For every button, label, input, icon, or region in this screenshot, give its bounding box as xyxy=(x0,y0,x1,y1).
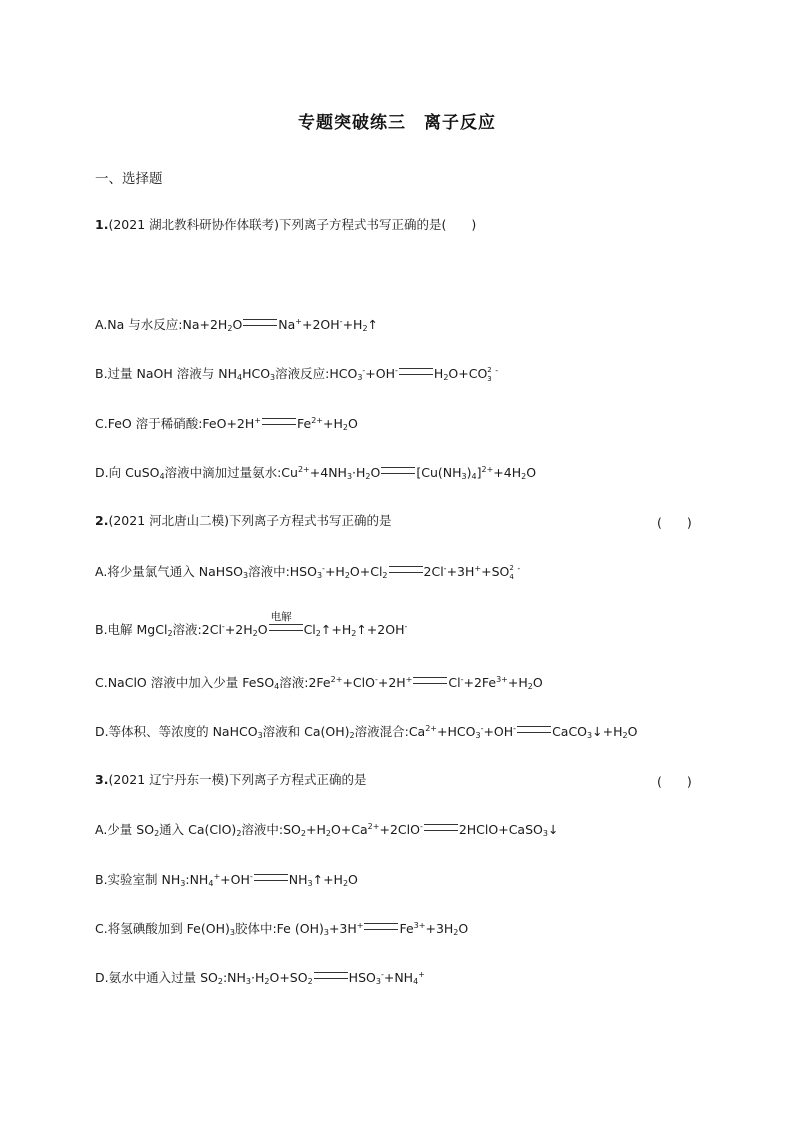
question-2-option-a: A.将少量氯气通入 NaHSO$_3$溶液中$:HSO_3^-+H_2O+Cl_2$ 2Cl-+3H++SO 2 4 - xyxy=(95,564,521,581)
question-text: (2021 湖北教科研协作体联考)下列离子方程式书写正确的是( ) xyxy=(108,217,477,232)
question-3-option-d: D.氨水中通入过量 $SO_2:NH_3\cdot H_2O+SO_2$ $HSO_3^-+NH_4^+$ xyxy=(95,970,425,986)
question-number: 1. xyxy=(95,217,109,232)
equals-sign xyxy=(381,467,415,474)
question-1-option-b: B.过量 NaOH 溶液与 $NH_4HCO_3$溶液反应$:HCO_3^-+OH^-$ $H_2O+CO$ 2 3 - xyxy=(95,366,499,383)
equals-sign xyxy=(364,923,398,930)
question-2-stem xyxy=(95,513,392,529)
answer-bracket: ( ) xyxy=(657,774,692,789)
equals-sign xyxy=(314,972,348,979)
question-number: 3. xyxy=(95,772,109,787)
question-1-option-a: A.Na 与水反应$:Na+2H_2O$ $Na^++2OH^-+H_2↑$ xyxy=(95,317,379,333)
question-2-option-c: C.NaClO 溶液中加入少量 FeSO$_4$溶液$:2Fe^{2+}+ClO^-+2H^+$ $Cl^-+2Fe^{3+}+H_2O$ xyxy=(95,675,543,691)
equals-sign xyxy=(389,566,423,573)
question-text: (2021 河北唐山二模)下列离子方程式书写正确的是 xyxy=(108,513,392,528)
equals-sign xyxy=(399,368,433,375)
question-3-option-b: B.实验室制 $NH_3:NH_4^++OH^-$ $NH_3↑+H_2O$ xyxy=(95,872,358,888)
equals-sign xyxy=(254,874,288,881)
section-heading: 一、选择题 xyxy=(95,171,163,187)
equals-sign xyxy=(517,726,551,733)
equals-sign xyxy=(413,677,447,684)
question-3-option-c: C.将氢碘酸加到 $Fe(OH)_3$胶体中:Fe $(OH)_3+3H^+$ $Fe^{3+}+3H_2O$ xyxy=(95,921,469,937)
page-title: 专题突破练三 离子反应 xyxy=(298,113,496,133)
equals-sign xyxy=(424,824,458,831)
answer-bracket: ( ) xyxy=(657,515,692,530)
question-2-option-d: D.等体积、等浓度的 NaHCO$_3$溶液和 $Ca(OH)_2$溶液混合$:Ca^{2+}+HCO_3^-+OH^-$ $CaCO_3↓+H_2O$ xyxy=(95,724,638,740)
equals-sign xyxy=(262,418,296,425)
question-text: (2021 辽宁丹东一模)下列离子方程式正确的是 xyxy=(108,772,367,787)
question-number: 2. xyxy=(95,513,109,528)
question-2-option-b: B.电解 MgCl$_2$溶液$:2Cl^-+2H_2O$ 电解 $Cl_2↑+H_2↑+2OH^-$ xyxy=(95,611,408,638)
question-1-stem xyxy=(95,217,476,233)
question-1-option-c: C.FeO 溶于稀硝酸:FeO+2H+ $Fe^{2+}+H_2O$ xyxy=(95,416,358,432)
equals-sign-with-condition xyxy=(269,611,303,631)
question-3-option-a: A.少量 $SO_2$通入 $Ca(ClO)_2$溶液中$:SO_2+H_2O+Ca^{2+}+2ClO^-$ 2HClO+CaSO$_3$↓ xyxy=(95,822,559,838)
reaction-condition: 电解 xyxy=(270,611,292,623)
question-3-stem xyxy=(95,772,367,788)
equals-sign xyxy=(243,319,277,326)
question-1-option-d: D.向 CuSO$_4$溶液中滴加过量氨水$:Cu^{2+}+4NH_3\cdot H_2O$ $[Cu(NH_3)_4]^{2+}+4H_2O$ xyxy=(95,465,537,481)
